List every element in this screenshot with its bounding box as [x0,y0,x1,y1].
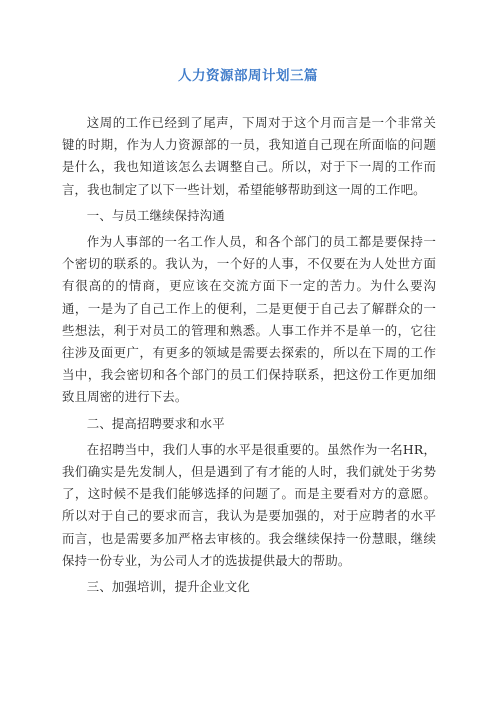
document-body [62,112,436,602]
document-title: 人力资源部周计划三篇 [178,68,318,84]
section-heading-2: 二、提高招聘要求和水平 [86,415,225,431]
section-2-paragraph: 在招聘当中，我们人事的水平是很重要的。虽然作为一名HR，我们确实是先发制人，但是遇到了有才能的人时，我们就处于劣势了，这时候不是我们能够选择的问题了。而是主要看对方的意愿。所以对于自己的要求而言，我认为是要加强的，对于应聘者的水平而言，也是需要多加严格去审核的。我会继续保持一份慧眼，继续保持一份专业，为公司人才的选拔提供最大的帮助。 [62,441,436,568]
section-heading-3: 三、加强培训，提升企业文化 [86,579,250,595]
section-heading-1: 一、与员工继续保持沟通 [86,207,225,223]
intro-paragraph: 这周的工作已经到了尾声，下周对于这个月而言是一个非常关键的时期，作为人力资源部的一员，我知道自己现在所面临的问题是什么，我也知道该怎么去调整自己。所以，对于下一周的工作而言，我也制定了以下一些计划，希望能够帮助到这一周的工作吧。 [62,115,436,197]
section-1-paragraph: 作为人事部的一名工作人员，和各个部门的员工都是要保持一个密切的联系的。我认为，一个好的人事，不仅要在为人处世方面有很高的的情商，更应该在交流方面下一定的苦力。为什么要沟通，一是为了自己工作上的便利，二是更便于自己去了解群众的一些想法，利于对员工的管理和熟悉。人事工作并不是单一的，它往往涉及面更广，有更多的领域是需要去探索的，所以在下周的工作当中，我会密切和各个部门的员工们保持联系，把这份工作更加细致且周密的进行下去。 [62,234,436,405]
